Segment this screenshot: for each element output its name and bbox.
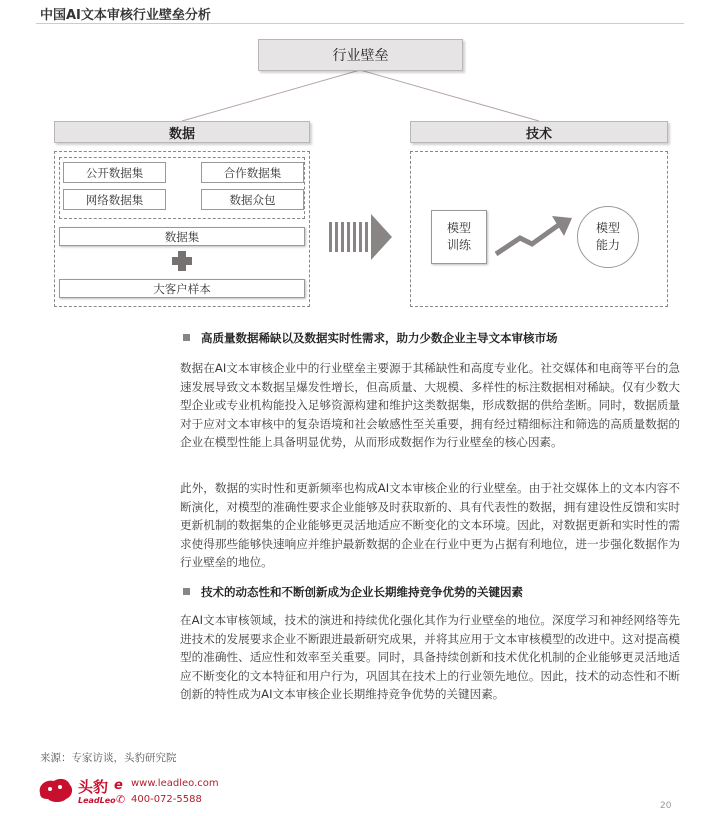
flow-arrow-icon — [326, 212, 394, 262]
page-title: 中国AI文本审核行业壁垒分析 — [40, 8, 211, 23]
data-source-web: 网络数据集 — [63, 189, 166, 210]
data-source-partner: 合作数据集 — [201, 162, 304, 183]
section2-paragraph-1: 在AI文本审核领域，技术的演进和持续优化强化其作为行业壁垒的地位。深度学习和神经网络等先进技术的发展要求企业不断跟进最新研究成果，并将其应用于文本审核模型的改进中。这对提高模型的准确性、适应性和效率至关重要。同时，具备持续创新和技术优化机制的企业能够更灵活地适应不断变化的文本特征和用户行为，巩固其在技术上的行业领先地位。因此，技术的动态性和不断创新的特性成为AI文本审核企业长期维持竞争优势的关键因素。 — [180, 613, 680, 701]
page-number: 20 — [660, 801, 672, 811]
section2-title: 技术的动态性和不断创新成为企业长期维持竞争优势的关键因素 — [201, 585, 523, 599]
dataset-bar: 数据集 — [59, 227, 305, 246]
source-note: 来源：专家访谈，头豹研究院 — [40, 752, 177, 764]
plus-icon — [171, 250, 193, 272]
phone-number: 400-072-5588 — [131, 794, 202, 805]
brand-e-icon: e — [114, 778, 123, 793]
section1-title: 高质量数据稀缺以及数据实时性需求，助力少数企业主导文本审核市场 — [201, 331, 558, 345]
data-source-crowdsourcing: 数据众包 — [201, 189, 304, 210]
data-header: 数据 — [54, 121, 310, 143]
leadleo-logo-icon — [36, 773, 76, 805]
technology-header: 技术 — [410, 121, 668, 143]
data-source-public: 公开数据集 — [63, 162, 166, 183]
phone-icon: ✆ — [116, 793, 126, 806]
root-node-industry-barrier: 行业壁垒 — [258, 39, 463, 71]
client-sample-bar: 大客户样本 — [59, 279, 305, 298]
website-link[interactable]: www.leadleo.com — [131, 778, 219, 789]
model-capability-circle: 模型 能力 — [577, 206, 639, 268]
brand-name: 头豹 — [78, 778, 109, 796]
brand-name-en: LeadLeo — [78, 796, 116, 805]
model-training-box: 模型 训练 — [431, 210, 487, 264]
section1-paragraph-1: 数据在AI文本审核企业中的行业壁垒主要源于其稀缺性和高度专业化。社交媒体和电商等平台的急速发展导致文本数据呈爆发性增长，但高质量、大规模、多样性的标注数据相对稀缺。仅有少数大型企业或专业机构能投入足够资源构建和维护这类数据集，形成数据的供给垄断。同时，数据质量对于应对文本审核中的复杂语境和社会敏感性至关重要，拥有经过精细标注和筛选的高质量数据的企业在模型性能上具备明显优势，从而形成数据作为行业壁垒的核心因素。 — [180, 361, 680, 449]
section1-paragraph-2: 此外，数据的实时性和更新频率也构成AI文本审核企业的行业壁垒。由于社交媒体上的文本内容不断演化，对模型的准确性要求企业能够及时获取新的、具有代表性的数据，拥有建设性反馈和实时更新机制的数据集的企业能够更灵活地适应不断变化的文本环境。因此，对数据更新和实时性的需求使得那些能够快速响应并维护最新数据的企业在行业中更为占据有利地位，进一步强化数据作为行业壁垒的地位。 — [180, 481, 680, 569]
growth-arrow-icon — [492, 212, 574, 262]
